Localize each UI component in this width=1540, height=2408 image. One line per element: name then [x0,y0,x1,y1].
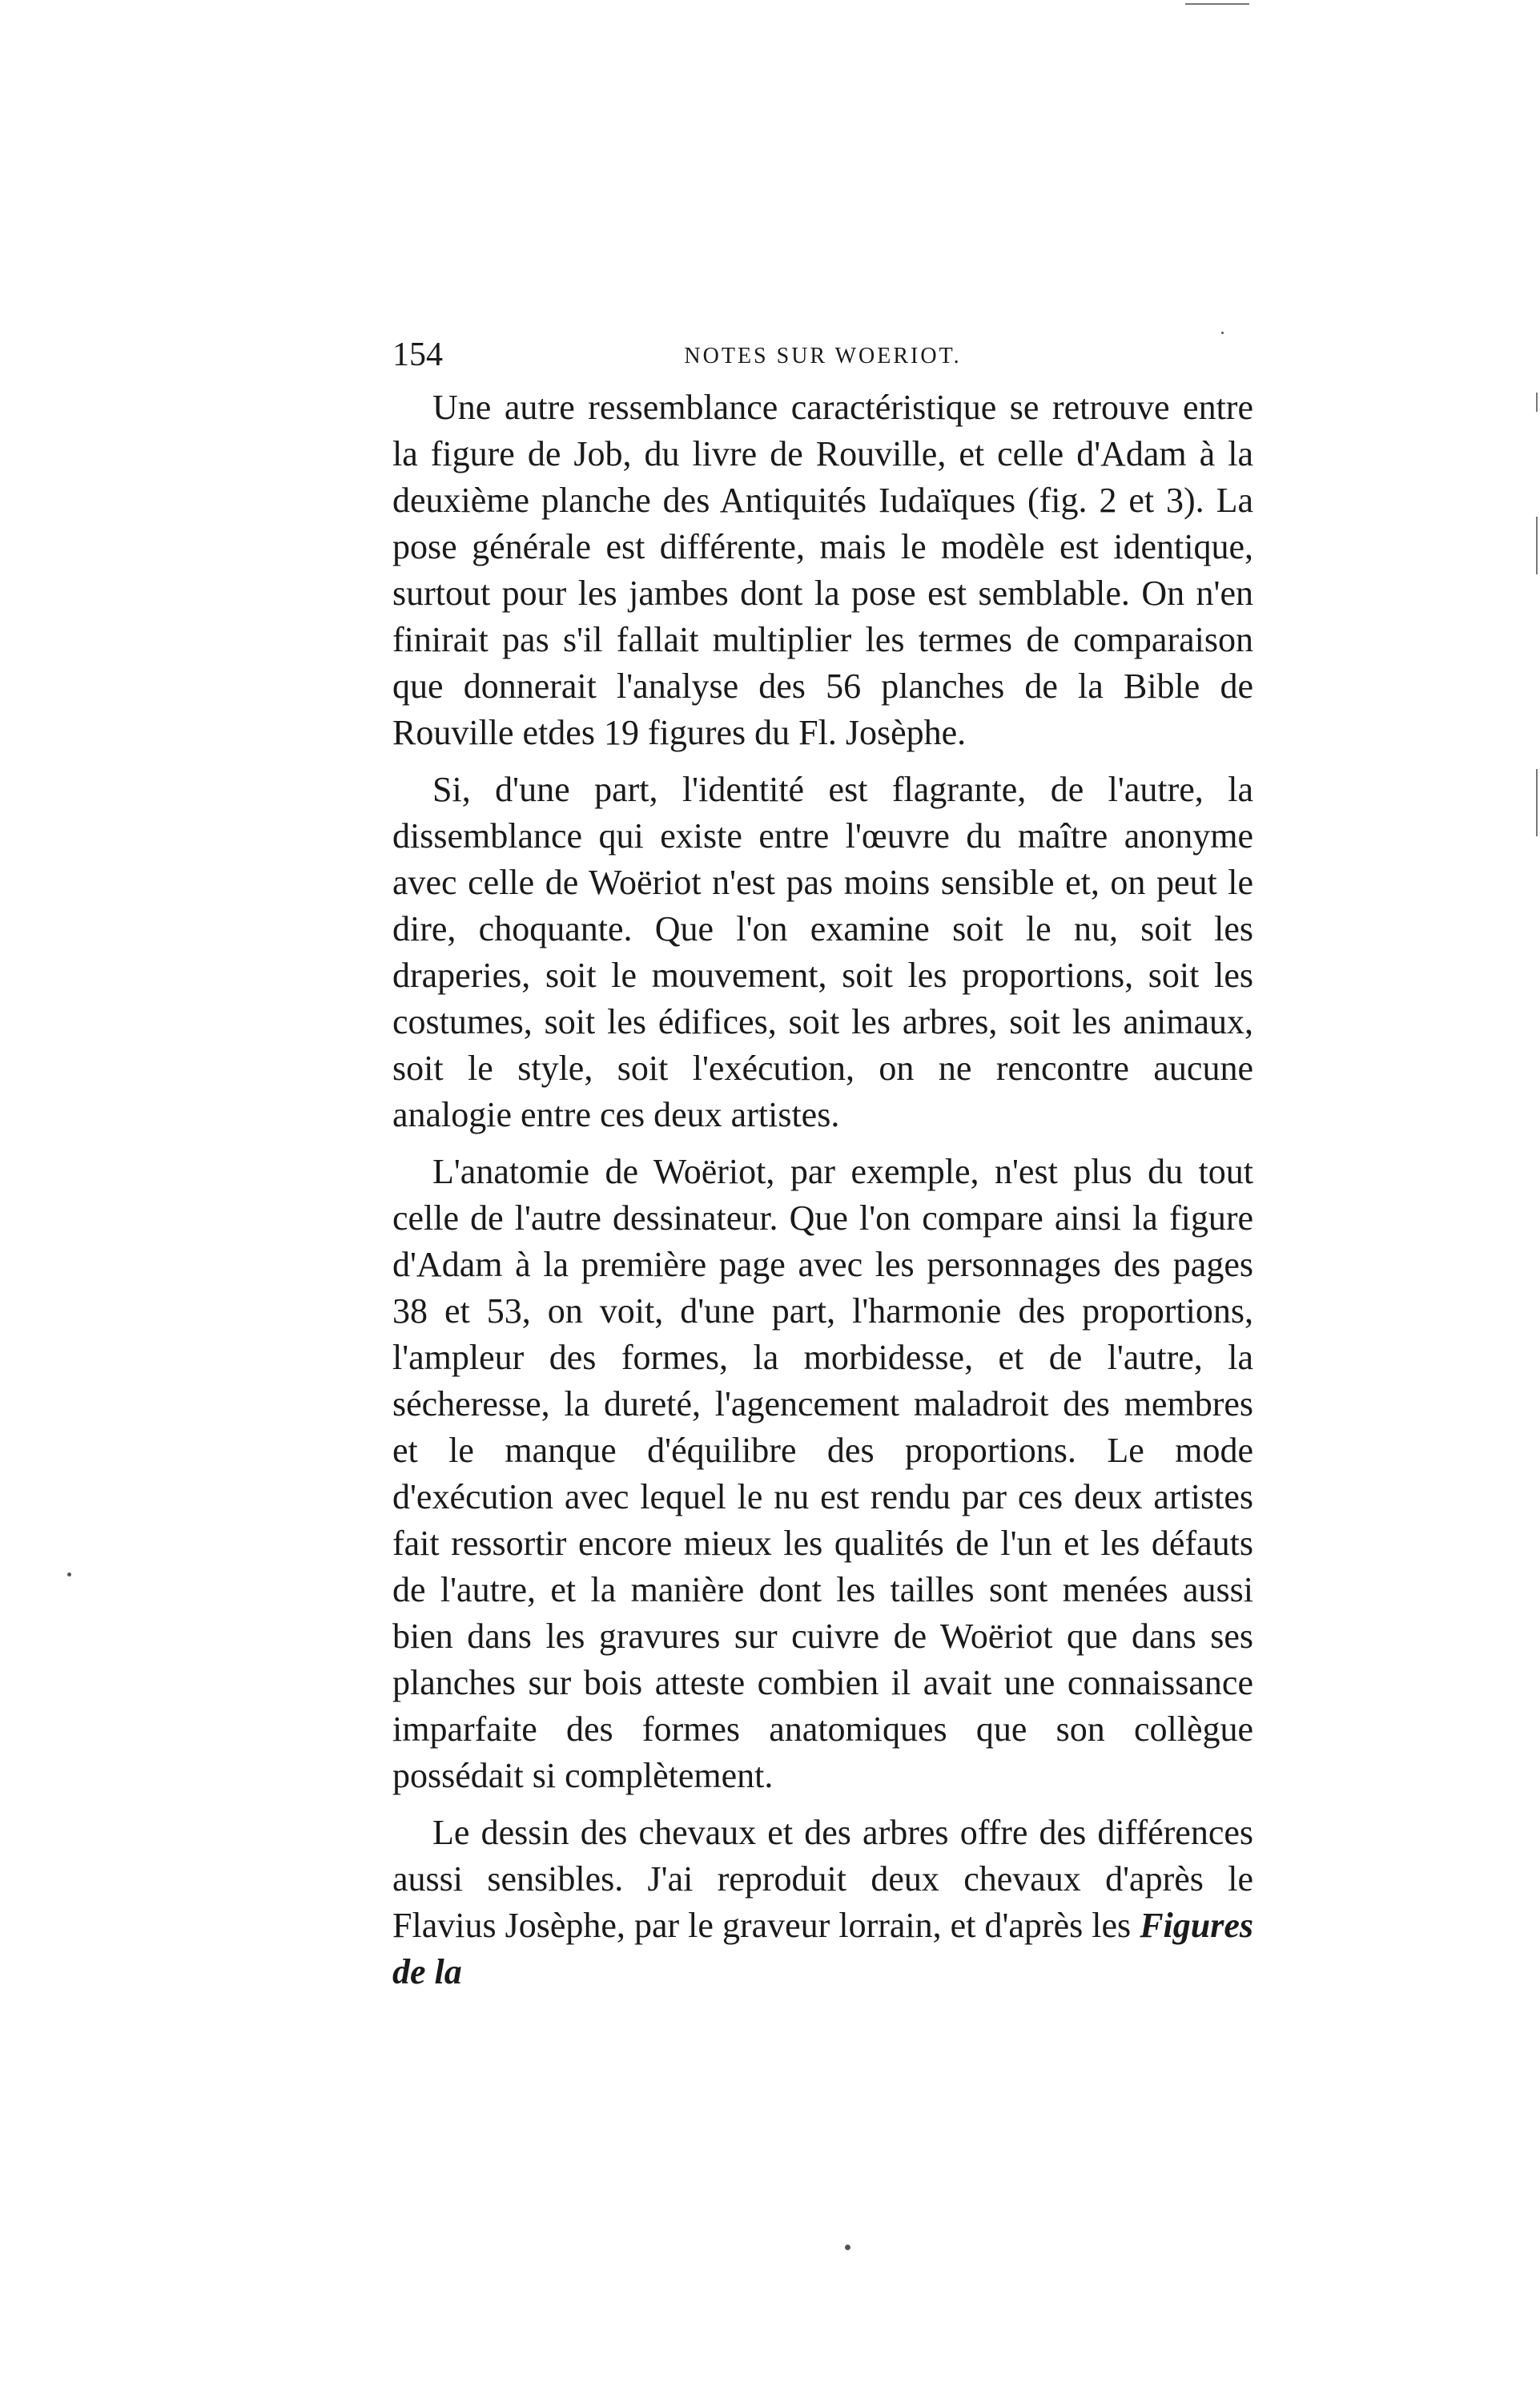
page-header [392,335,1253,375]
paragraph-1: Une autre ressemblance caractéristique se retrouve entre la figure de Job, du livre de Rouville, et celle d'Adam à la deuxième planche des Antiquités Iudaïques (fig. 2 et 3). La pose générale est différente, mais le modèle est identique, surtout pour les jambes dont la pose est semblable. On n'en finirait pas s'il fallait multiplier les termes de comparaison que donnerait l'analyse des 56 planches de la Bible de Rouville etdes 19 figures du Fl. Josèphe. [392,388,1253,752]
scan-speck [67,1572,71,1576]
paragraph-2: Si, d'une part, l'identité est flagrante, de l'autre, la dissemblance qui existe entre l'œuvre du maître anonyme avec celle de Woëriot n'est pas moins sensible et, on peut le dire, choquante. Que l'on examine soit le nu, soit les draperies, soit le mouvement, soit les proportions, soit les costumes, soit les édifices, soit les arbres, soit les animaux, soit le style, soit l'exécution, on ne rencontre aucune analogie entre ces deux artistes. [392,770,1253,1134]
paragraph-4-text: Le dessin des chevaux et des arbres offre des différences aussi sensibles. J'ai reproduit deux chevaux d'après le Flavius Josèphe, par le graveur lorrain, et d'après les [392,1813,1253,1945]
page-number: 154 [392,336,443,373]
body-text [392,385,1253,2006]
italic-title: Figures de la [392,1906,1254,1991]
scan-edge-mark [1536,769,1538,836]
scan-edge-mark [1536,517,1538,574]
scan-speck [1221,332,1224,334]
paragraph-3: L'anatomie de Woëriot, par exemple, n'est plus du tout celle de l'autre dessinateur. Que l'on compare ainsi la figure d'Adam à la première page avec les personnages des pages 38 et 53, on voit, d'une part, l'harmonie des proportions, l'ampleur des formes, la morbidesse, et de l'autre, la sécheresse, la dureté, l'agencement maladroit des membres et le manque d'équilibre des proportions. Le mode d'exécution avec lequel le nu est rendu par ces deux artistes fait ressortir encore mieux les qualités de l'un et les défauts de l'autre, et la manière dont les tailles sont menées aussi bien dans les gravures sur cuivre de Woëriot que dans ses planches sur bois atteste combien il avait une connaissance imparfaite des formes anatomiques que son collègue possédait si complètement. [392,1152,1253,1795]
paragraph-4 [392,1810,1253,1995]
scan-edge-mark [1536,393,1538,412]
scan-speck [845,2245,850,2250]
scan-edge-mark [1185,3,1249,5]
running-title: NOTES SUR WOERIOT. [684,344,962,368]
